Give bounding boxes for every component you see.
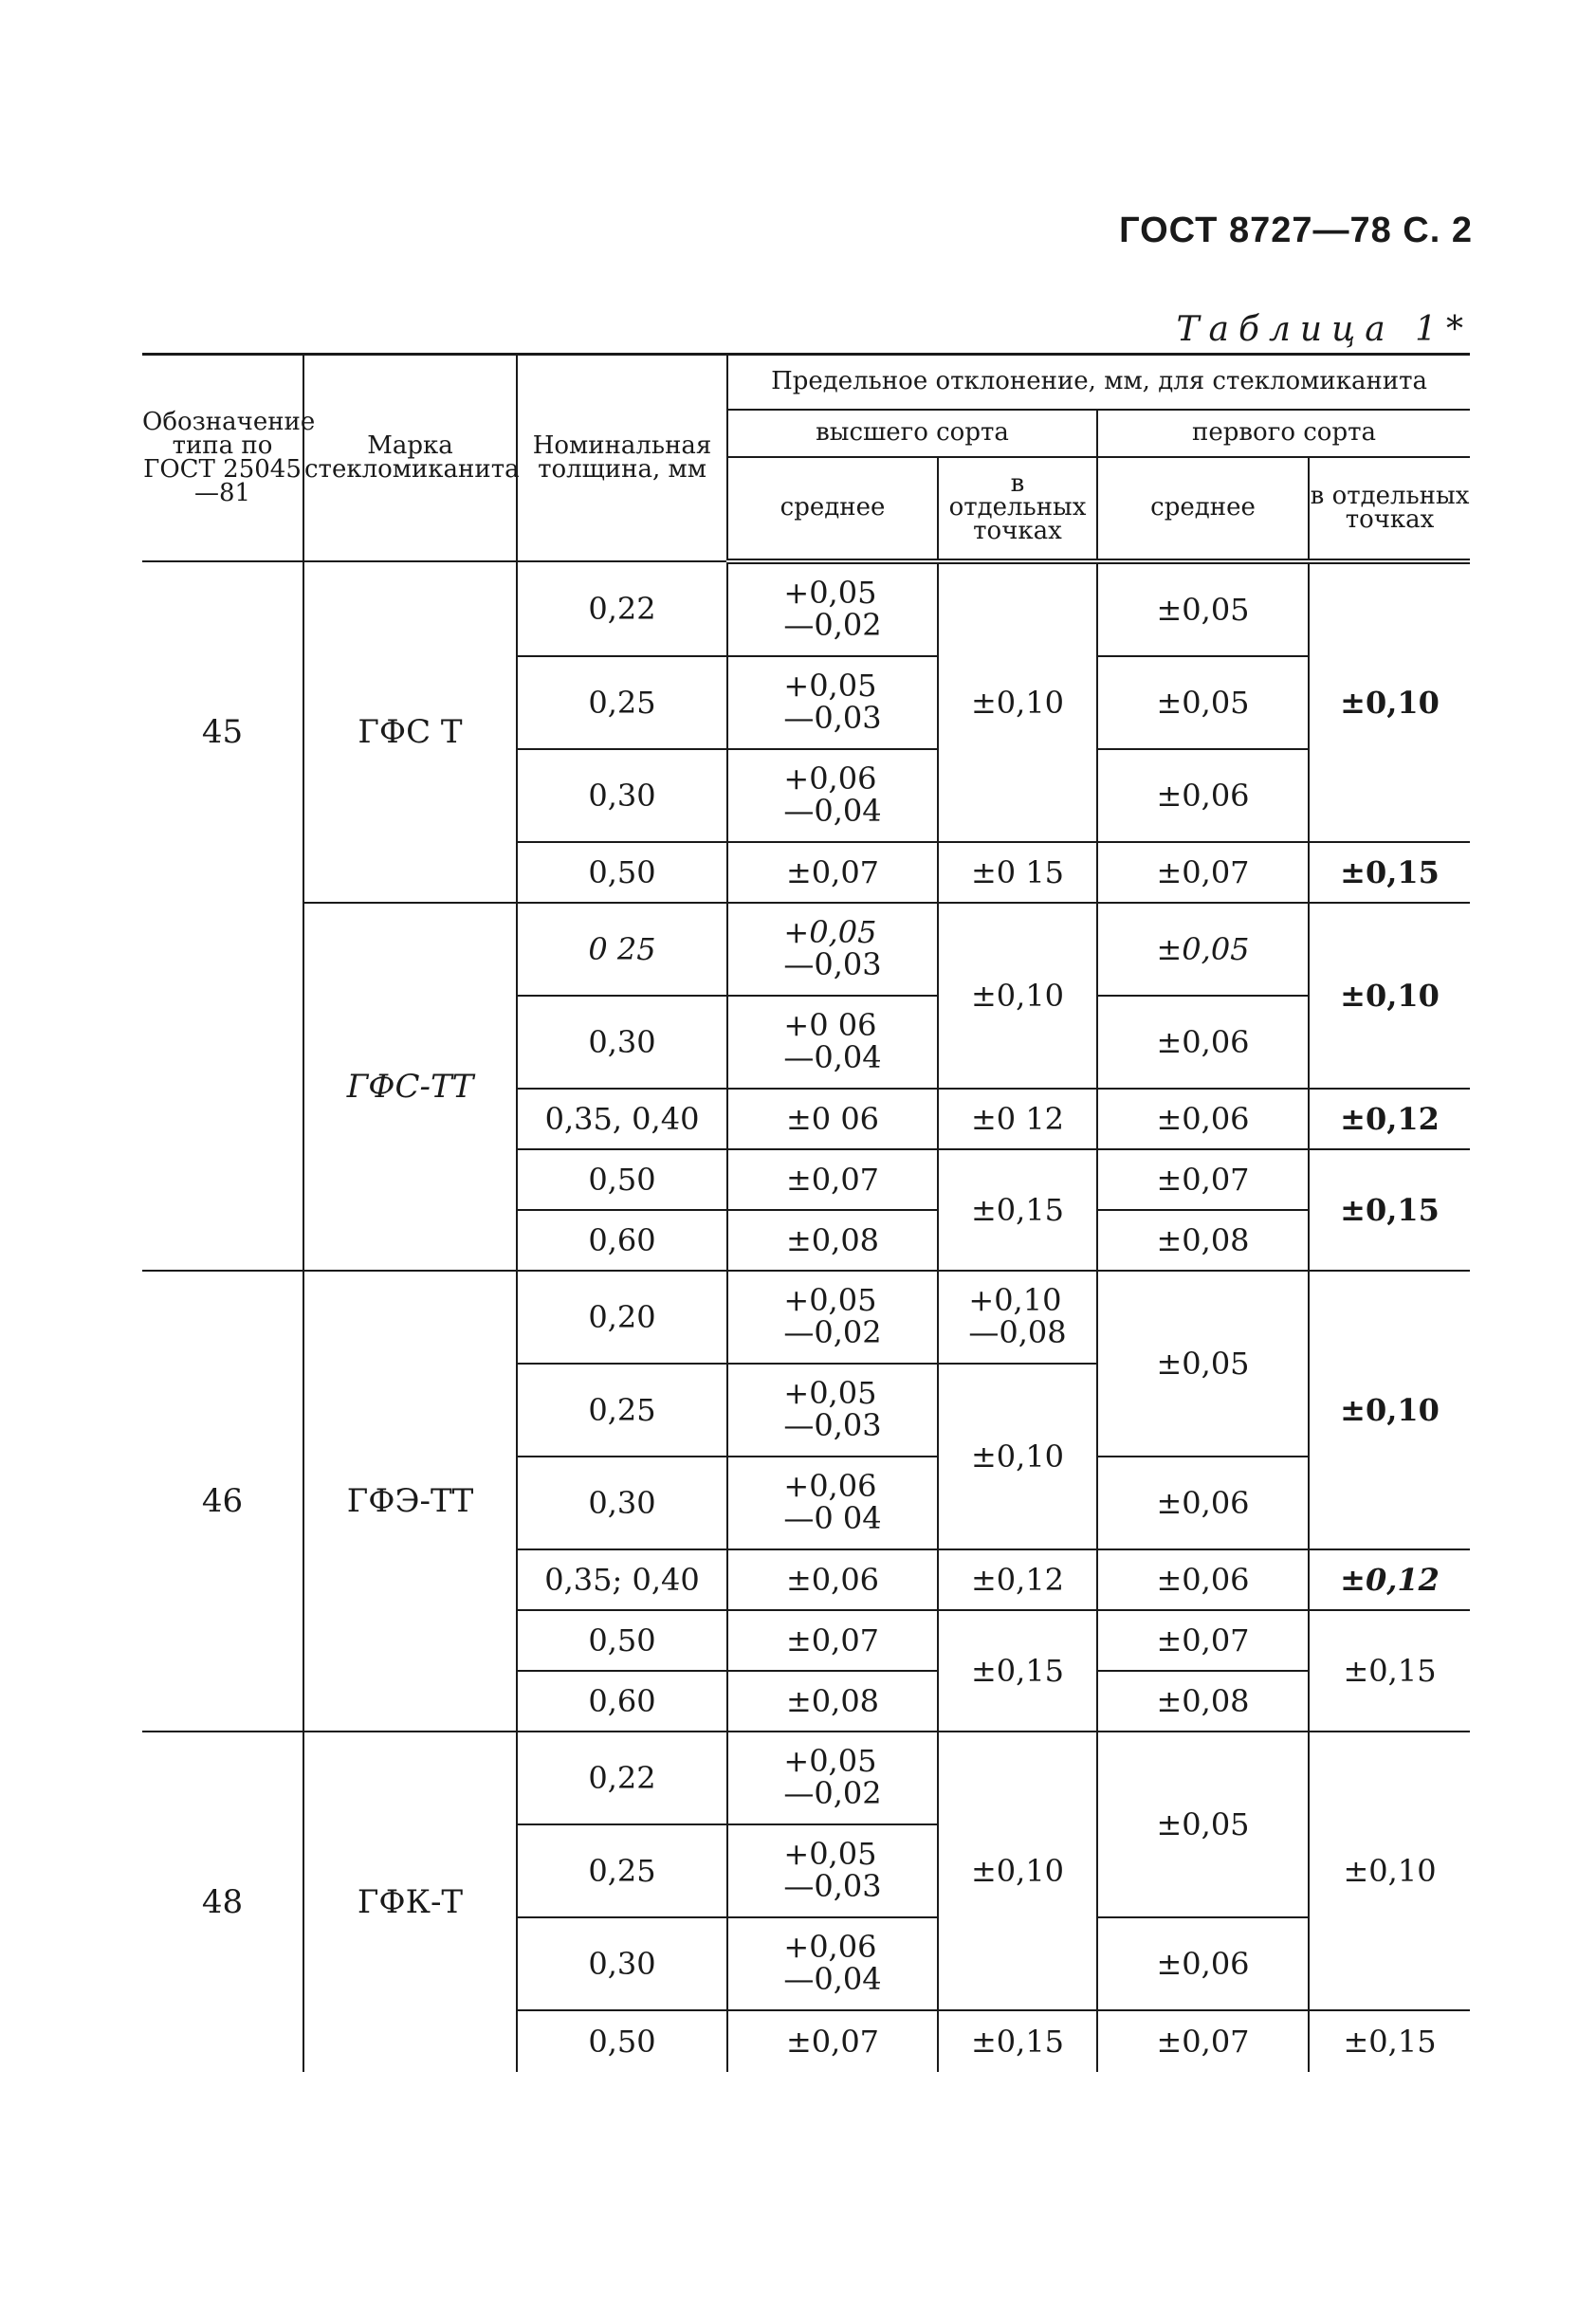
thickness-cell: 0,25 [517, 656, 727, 749]
table-row [142, 903, 1470, 996]
top-avg-cell: ±0,08 [727, 1671, 938, 1732]
first-avg-cell: ±0,06 [1097, 1917, 1309, 2010]
top-points-cell: ±0,10 [938, 903, 1097, 1089]
first-points-cell: ±0,15 [1309, 2010, 1470, 2072]
thickness-cell: 0,50 [517, 2010, 727, 2072]
mark-cell: ГФЭ-ТТ [303, 1271, 517, 1732]
top-points-cell: +0,10 —0,08 [938, 1271, 1097, 1364]
header-mark: Марка стекломиканита [303, 355, 517, 561]
first-points-cell: ±0,15 [1309, 842, 1470, 903]
mark-cell: ГФС-ТТ [303, 903, 517, 1271]
top-points-cell: ±0,12 [938, 1549, 1097, 1610]
header-type: Обозначение типа по ГОСТ 25045—81 [142, 355, 303, 561]
thickness-cell: 0,30 [517, 1917, 727, 2010]
thickness-cell: 0,30 [517, 996, 727, 1089]
thickness-cell: 0,50 [517, 1149, 727, 1210]
top-avg-cell: ±0 06 [727, 1089, 938, 1149]
mark-cell: ГФК-Т [303, 1732, 517, 2072]
thickness-cell: 0,20 [517, 1271, 727, 1364]
thickness-cell: 0,30 [517, 749, 727, 842]
top-avg-cell: +0,06 —0 04 [727, 1457, 938, 1549]
top-avg-cell: +0,06 —0,04 [727, 1917, 938, 2010]
first-points-cell: ±0,10 [1309, 561, 1470, 842]
top-avg-cell: +0,05 —0,02 [727, 1271, 938, 1364]
first-avg-cell: ±0,08 [1097, 1210, 1309, 1271]
top-points-cell: ±0,10 [938, 1364, 1097, 1549]
top-avg-cell: +0,05 —0,03 [727, 903, 938, 996]
thickness-cell: 0,30 [517, 1457, 727, 1549]
top-points-cell: ±0,15 [938, 1149, 1097, 1271]
header-grade-top: высшего сорта [727, 410, 1097, 457]
first-avg-cell: ±0,07 [1097, 2010, 1309, 2072]
header-top-points: в отдельных точках [938, 457, 1097, 561]
thickness-cell: 0,60 [517, 1671, 727, 1732]
top-points-cell: ±0,10 [938, 1732, 1097, 2010]
first-points-cell: ±0,12 [1309, 1089, 1470, 1149]
top-avg-cell: ±0,07 [727, 842, 938, 903]
type-cell: 45 [142, 561, 303, 903]
first-avg-cell: ±0,05 [1097, 1732, 1309, 1917]
first-avg-cell: ±0,06 [1097, 1089, 1309, 1149]
thickness-cell: 0,60 [517, 1210, 727, 1271]
thickness-cell: 0,50 [517, 1610, 727, 1671]
first-points-cell: ±0,15 [1309, 1610, 1470, 1732]
top-points-cell: ±0,10 [938, 561, 1097, 842]
first-avg-cell: ±0,05 [1097, 656, 1309, 749]
header-top-avg: среднее [727, 457, 938, 561]
top-avg-cell: ±0,07 [727, 1149, 938, 1210]
header-thickness: Номинальная толщина, мм [517, 355, 727, 561]
first-avg-cell: ±0,06 [1097, 996, 1309, 1089]
first-avg-cell: ±0,06 [1097, 1457, 1309, 1549]
thickness-cell: 0,35; 0,40 [517, 1549, 727, 1610]
top-points-cell: ±0 12 [938, 1089, 1097, 1149]
top-avg-cell: +0,05 —0,03 [727, 656, 938, 749]
top-avg-cell: +0 06 —0,04 [727, 996, 938, 1089]
top-points-cell: ±0,15 [938, 1610, 1097, 1732]
top-avg-cell: +0,05 —0,03 [727, 1364, 938, 1457]
thickness-cell: 0,22 [517, 1732, 727, 1824]
top-avg-cell: +0,05 —0,03 [727, 1824, 938, 1917]
thickness-cell: 0,25 [517, 1824, 727, 1917]
first-points-cell: ±0,10 [1309, 903, 1470, 1089]
mark-cell: ГФС Т [303, 561, 517, 903]
type-cell: 48 [142, 1732, 303, 2072]
first-avg-cell: ±0,06 [1097, 749, 1309, 842]
first-avg-cell: ±0,05 [1097, 903, 1309, 996]
first-avg-cell: ±0,06 [1097, 1549, 1309, 1610]
tolerance-table [142, 353, 1470, 2072]
first-avg-cell: ±0,08 [1097, 1671, 1309, 1732]
table-caption: Таблица 1* [1176, 310, 1473, 349]
top-avg-cell: ±0,07 [727, 1610, 938, 1671]
table-row [142, 1271, 1470, 1364]
first-points-cell: ±0,15 [1309, 1149, 1470, 1271]
top-points-cell: ±0 15 [938, 842, 1097, 903]
first-avg-cell: ±0,07 [1097, 842, 1309, 903]
type-cell: 46 [142, 1271, 303, 1732]
thickness-cell: 0 25 [517, 903, 727, 996]
type-cell-empty [142, 903, 303, 1271]
top-avg-cell: +0,05 —0,02 [727, 1732, 938, 1824]
thickness-cell: 0,25 [517, 1364, 727, 1457]
top-avg-cell: +0,06 —0,04 [727, 749, 938, 842]
first-avg-cell: ±0,07 [1097, 1610, 1309, 1671]
first-avg-cell: ±0,05 [1097, 561, 1309, 656]
thickness-cell: 0,35, 0,40 [517, 1089, 727, 1149]
page-header: ГОСТ 8727—78 С. 2 [1119, 211, 1473, 250]
first-points-cell: ±0,10 [1309, 1271, 1470, 1549]
first-avg-cell: ±0,07 [1097, 1149, 1309, 1210]
table-row [142, 1732, 1470, 1824]
first-points-cell: ±0,12 [1309, 1549, 1470, 1610]
header-first-avg: среднее [1097, 457, 1309, 561]
table-row [142, 561, 1470, 656]
first-points-cell: ±0,10 [1309, 1732, 1470, 2010]
header-first-points: в отдельных точках [1309, 457, 1470, 561]
top-points-cell: ±0,15 [938, 2010, 1097, 2072]
top-avg-cell: ±0,08 [727, 1210, 938, 1271]
thickness-cell: 0,22 [517, 561, 727, 656]
header-deviation: Предельное отклонение, мм, для стекломиканита [727, 355, 1470, 410]
top-avg-cell: +0,05 —0,02 [727, 561, 938, 656]
top-avg-cell: ±0,07 [727, 2010, 938, 2072]
first-avg-cell: ±0,05 [1097, 1271, 1309, 1457]
thickness-cell: 0,50 [517, 842, 727, 903]
top-avg-cell: ±0,06 [727, 1549, 938, 1610]
header-grade-first: первого сорта [1097, 410, 1470, 457]
